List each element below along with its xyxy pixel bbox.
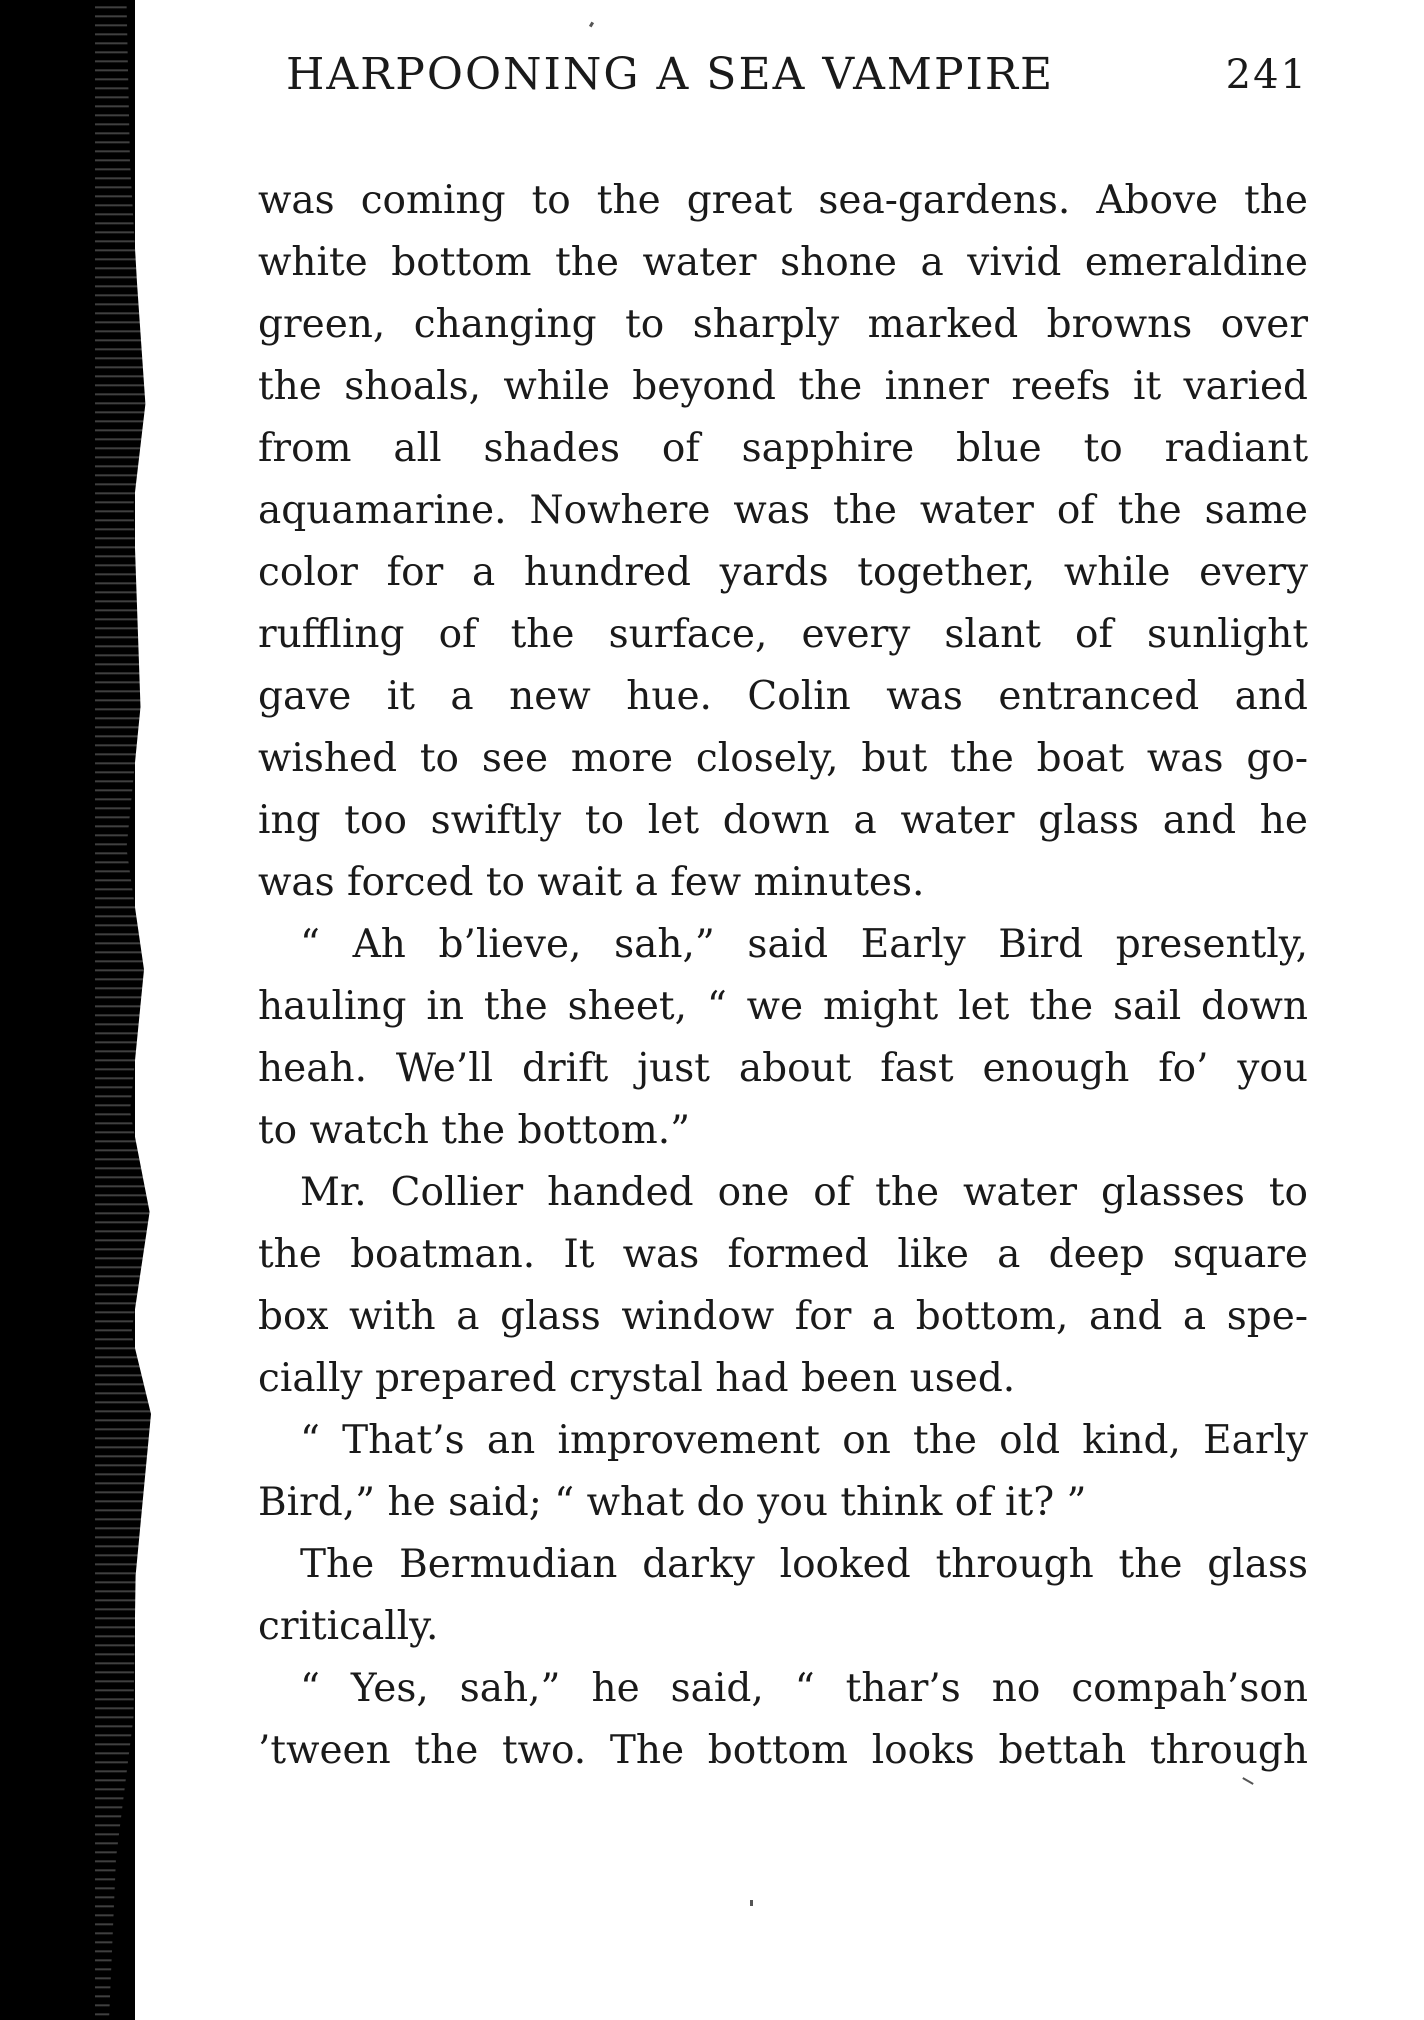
page-edge-shadow [95,0,165,2020]
scan-speck [750,1900,753,1906]
text-line: was forced to wait a few minutes. [258,860,925,905]
text-line: to watch the bottom.” [258,1108,691,1153]
text-line: gave it a new hue. Colin was entranced and [258,674,1308,719]
text-line: the shoals, while beyond the inner reefs it varied [258,364,1308,409]
text-line: wished to see more closely, but the boat was go- [258,736,1308,781]
running-title: HARPOONING A SEA VAMPIRE [286,49,1055,100]
text-line: “ Ah b’lieve, sah,” said Early Bird presently, [300,922,1308,967]
body-text [258,170,1308,1782]
text-line: “ Yes, sah,” he said, “ thar’s no compah’son [300,1666,1308,1711]
text-line: was coming to the great sea-gardens. Above the [258,178,1308,223]
text-line: ’tween the two. The bottom looks bettah through [258,1728,1308,1773]
text-line: white bottom the water shone a vivid emeraldine [258,240,1308,285]
text-line: ing too swiftly to let down a water glass and he [258,798,1308,843]
text-line: box with a glass window for a bottom, and a spe- [258,1294,1308,1339]
text-line: heah. We’ll drift just about fast enough fo’ you [258,1046,1308,1091]
page-number: 241 [1225,52,1308,98]
text-line: green, changing to sharply marked browns over [258,302,1308,347]
text-line: aquamarine. Nowhere was the water of the same [258,488,1308,533]
text-line: critically. [258,1604,439,1649]
book-page [258,40,1308,1782]
running-head [258,40,1308,110]
text-line: from all shades of sapphire blue to radiant [258,426,1308,471]
text-line: hauling in the sheet, “ we might let the sail down [258,984,1308,1029]
text-line: Bird,” he said; “ what do you think of it? ” [258,1480,1087,1525]
text-line: ruffling of the surface, every slant of sunlight [258,612,1308,657]
scan-speck [589,22,594,28]
text-line: cially prepared crystal had been used. [258,1356,1016,1401]
text-line: The Bermudian darky looked through the glass [300,1542,1308,1587]
text-line: “ That’s an improvement on the old kind, Early [300,1418,1308,1463]
text-line: Mr. Collier handed one of the water glasses to [300,1170,1308,1215]
text-line: color for a hundred yards together, while every [258,550,1308,595]
text-line: the boatman. It was formed like a deep square [258,1232,1308,1277]
